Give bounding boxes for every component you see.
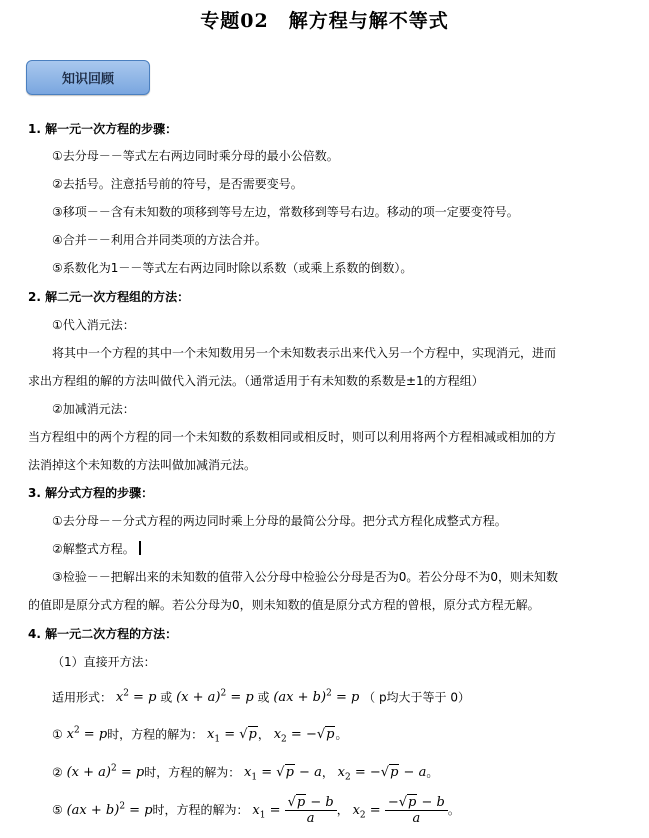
s1-item-2: ②去括号。注意括号前的符号，是否需要变号。	[52, 177, 303, 191]
s3-item-2-text: ②解整式方程。	[52, 542, 135, 556]
case-2-x2: $x_2 = -√p - a$	[337, 765, 427, 783]
case-3-x1: $x_1$ = $\frac{√p - b}{a}$	[252, 803, 336, 818]
section-badge: 知识回顾	[26, 60, 150, 95]
or-1: 或	[160, 690, 173, 705]
s1-item-4: ④合并－－利用合并同类项的方法合并。	[52, 233, 267, 247]
case-2-eq: $(x + a)^2 = p$	[66, 764, 145, 781]
s3-item-2	[52, 541, 141, 557]
text-cursor	[139, 541, 141, 555]
case-1-comma: ，	[257, 727, 270, 742]
s1-item-5: ⑤系数化为1－－等式左右两边同时除以系数（或乘上系数的倒数）。	[52, 261, 413, 275]
case-2-end: 。	[426, 765, 439, 780]
s1-item-1: ①去分母－－等式左右两边同时乘分母的最小公倍数。	[52, 149, 339, 163]
form-2: $(x + a)^2 = p$	[176, 689, 254, 706]
s2-para-2b: 法消掉这个未知数的方法叫做加减消元法。	[28, 458, 257, 472]
page-title: 专题02 解方程与解不等式	[200, 10, 449, 32]
case-2-comma: ，	[321, 765, 334, 780]
s1-item-3: ③移项－－含有未知数的项移到等号左边，常数移到等号右边。移动的项一定要变符号。	[52, 205, 519, 219]
case-1-eq: $x^2 = p$	[66, 726, 108, 743]
s4-case-1	[52, 723, 347, 748]
s3-item-1: ①去分母－－分式方程的两边同时乘上分母的最简公分母。把分式方程化成整式方程。	[52, 514, 507, 528]
s2-sub-1: ①代入消元法：	[52, 318, 135, 332]
case-2-when: 时，方程的解为：	[144, 765, 241, 780]
case-3-end: 。	[447, 803, 460, 817]
section-3-heading: 3. 解分式方程的步骤：	[28, 486, 154, 500]
section-1-heading: 1. 解一元一次方程的步骤：	[28, 122, 178, 136]
case-3-marker: ⑤	[52, 803, 63, 817]
case-1-when: 时，方程的解为：	[107, 727, 204, 742]
s2-para-1a: 将其中一个方程的其中一个未知数用另一个未知数表示出来代入另一个方程中，实现消元，进而	[52, 346, 557, 360]
condition: （ p均大于等于 0）	[363, 690, 471, 705]
s2-para-2a: 当方程组中的两个方程的同一个未知数的系数相同或相反时，则可以利用将两个方程相减或相加的方	[28, 430, 557, 444]
section-4-heading: 4. 解一元二次方程的方法：	[28, 627, 178, 641]
s4-case-3	[52, 795, 460, 826]
s4-sub-1: （1）直接开方法：	[52, 655, 156, 669]
case-1-x2: $x_2 = -√p$	[273, 727, 335, 745]
section-2-heading: 2. 解二元一次方程组的方法：	[28, 290, 190, 304]
s4-case-2	[52, 761, 438, 786]
case-3-when: 时，方程的解为：	[152, 803, 249, 817]
or-2: 或	[257, 690, 270, 705]
case-2-marker: ②	[52, 765, 63, 780]
s3-item-3b: 的值即是原分式方程的解。若公分母为0，则未知数的值是原分式方程的曾根，原分式方程无解。	[28, 598, 540, 612]
s2-sub-2: ②加减消元法：	[52, 402, 135, 416]
case-1-end: 。	[335, 727, 348, 742]
case-2-x1: $x_1 = √p - a$	[244, 765, 322, 783]
s4-applicable-forms	[52, 686, 470, 706]
case-3-x2: $x_2$ = $\frac{-√p - b}{a}$	[353, 803, 448, 818]
case-1-x1: $x_1 = √p$	[207, 727, 257, 745]
form-label: 适用形式：	[52, 690, 113, 705]
form-1: $x^2 = p$	[115, 689, 157, 706]
case-1-marker: ①	[52, 727, 63, 742]
case-3-comma: ，	[336, 803, 349, 817]
form-3: (ax + b)$^2$ = p	[273, 689, 360, 706]
case-3-eq: (ax + b)$^2$ = p	[66, 801, 153, 818]
s3-item-3a: ③检验－－把解出来的未知数的值带入公分母中检验公分母是否为0。若公分母不为0，则未知数	[52, 570, 559, 584]
s2-para-1b: 求出方程组的解的方法叫做代入消元法。（通常适用于有未知数的系数是±1的方程组）	[28, 374, 484, 388]
